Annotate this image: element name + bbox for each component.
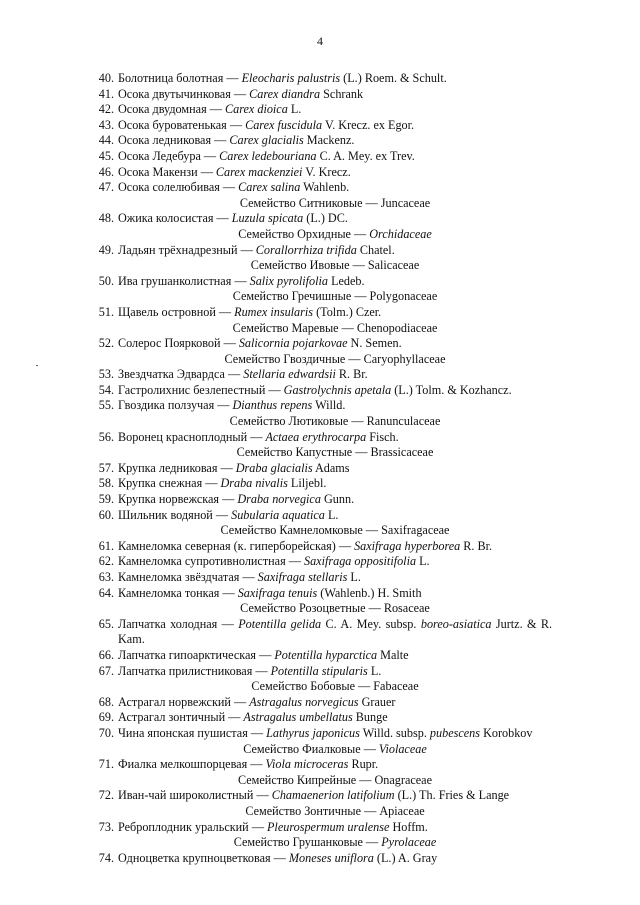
russian-name: Крупка снежная xyxy=(118,476,203,491)
entry-text: Реброплодник уральский — Pleurospermum uralense Hoffm. xyxy=(118,819,428,834)
entry-text: Крупка норвежская — Draba norvegica Gunn. xyxy=(118,492,355,507)
entry-number: 65. xyxy=(98,616,114,631)
author-citation: Mackenz. xyxy=(306,133,355,148)
family-latin-name: Violaceae xyxy=(378,741,427,756)
author-citation: Grauer xyxy=(361,694,396,709)
species-entry xyxy=(92,383,552,399)
russian-name: Лапчатка холодная xyxy=(118,616,218,631)
author-citation: Fisch. xyxy=(369,429,399,444)
family-latin-name: Rosaceae xyxy=(383,601,430,616)
entry-number: 66. xyxy=(98,647,114,662)
russian-name: Лапчатка прилистниковая xyxy=(118,663,253,678)
russian-name: Ладьян трёхнадрезный xyxy=(118,242,238,257)
author-citation: Liljebl. xyxy=(290,476,327,491)
latin-name: Saxifraga hyperborea xyxy=(354,538,461,553)
entry-number: 64. xyxy=(98,585,114,600)
author-citation: N. Semen. xyxy=(350,336,402,351)
subspecies-author: Korobkov xyxy=(483,725,533,740)
latin-name: Chamaenerion latifolium xyxy=(271,788,395,803)
family-russian-name: Семейство Маревые xyxy=(232,320,339,335)
russian-name: Фиалка мелкошпорцевая xyxy=(118,757,248,772)
latin-name: Eleocharis palustris xyxy=(241,71,341,85)
author-citation: L. xyxy=(327,507,339,522)
entry-number: 58. xyxy=(98,476,114,491)
russian-name: Осока ледниковая xyxy=(118,133,212,148)
entry-text: Крупка ледниковая — Draba glacialis Adams xyxy=(118,460,350,475)
latin-name: Draba nivalis xyxy=(220,476,288,491)
russian-name: Воронец красноплодный xyxy=(118,429,248,444)
russian-name: Осока Макензи xyxy=(118,164,198,179)
russian-name: Крупка ледниковая xyxy=(118,460,218,475)
family-heading: Семейство Кипрейные — Onagraceae xyxy=(238,772,432,787)
russian-name: Чина японская пушистая xyxy=(118,725,248,740)
family-russian-name: Семейство Кипрейные xyxy=(238,772,357,787)
latin-name: Draba glacialis xyxy=(235,460,313,475)
entry-number: 41. xyxy=(98,86,114,101)
family-russian-name: Семейство Гвоздичные xyxy=(224,351,346,366)
entry-number: 49. xyxy=(98,242,114,257)
species-entry xyxy=(92,305,552,321)
entry-text: Лапчатка гипоарктическая — Potentilla hyparctica Malte xyxy=(118,647,409,662)
author-citation: Rupr. xyxy=(351,757,379,772)
species-entry xyxy=(92,430,552,446)
latin-name: Saxifraga tenuis xyxy=(237,585,318,600)
family-latin-name: Apiaceae xyxy=(379,803,425,818)
entry-text: Крупка снежная — Draba nivalis Liljebl. xyxy=(118,476,327,491)
species-entry xyxy=(92,508,552,524)
latin-name: Pleurospermum uralense xyxy=(266,819,390,834)
entry-text: Болотница болотная — Eleocharis palustris (L.) Roem. & Schult. xyxy=(118,71,447,85)
author-citation: (L.) Roem. & Schult. xyxy=(343,71,447,85)
family-heading: Семейство Бобовые — Fabaceae xyxy=(251,679,419,694)
entry-text: Иван-чай широколистный — Chamaenerion latifolium (L.) Th. Fries & Lange xyxy=(118,788,510,803)
entry-number: 53. xyxy=(98,367,114,382)
latin-name: Lathyrus japonicus xyxy=(266,725,360,740)
species-entry xyxy=(92,87,552,103)
russian-name: Одноцветка крупноцветковая xyxy=(118,850,271,865)
latin-name: Saxifraga oppositifolia xyxy=(303,554,417,569)
entry-number: 56. xyxy=(98,429,114,444)
entry-text: Астрагал норвежский — Astragalus norvegicus Grauer xyxy=(118,694,396,709)
species-entry xyxy=(92,336,552,352)
entry-text: Ладьян трёхнадрезный — Corallorrhiza trifida Chatel. xyxy=(118,242,395,257)
author-citation: (Wahlenb.) H. Smith xyxy=(320,585,422,600)
entry-text: Ожика колосистая — Luzula spicata (L.) DC. xyxy=(118,211,348,226)
author-citation: L. xyxy=(350,570,361,584)
family-latin-name: Pyrolaceae xyxy=(381,835,437,850)
species-entry xyxy=(92,165,552,181)
russian-name: Камнеломка звёздчатая xyxy=(118,570,240,584)
family-heading: Семейство Зонтичные — Apiaceae xyxy=(245,803,425,818)
species-entry xyxy=(92,851,552,867)
author-citation: (L.) Tolm. & Kozhancz. xyxy=(394,382,512,397)
species-entry xyxy=(92,476,552,492)
latin-name: Rumex insularis xyxy=(234,304,314,319)
entry-text: Камнеломка северная (к. гиперборейская) — Saxifraga hyperborea R. Br. xyxy=(118,538,493,553)
author-citation: R. Br. xyxy=(338,367,368,382)
family-heading: Семейство Ситниковые — Juncaceae xyxy=(239,195,431,210)
author-citation: L. xyxy=(290,102,302,117)
entry-text: Лапчатка холодная — Potentilla gelida C. A. Mey. subsp. boreo-asiatica Jurtz. & R. Kam. xyxy=(118,616,553,647)
entry-number: 45. xyxy=(98,148,114,163)
entry-text: Воронец красноплодный — Actaea erythrocarpa Fisch. xyxy=(118,429,399,444)
entry-text: Чина японская пушистая — Lathyrus japonicus Willd. subsp. pubescens Korobkov xyxy=(118,725,533,740)
entry-text: Гвоздика ползучая — Dianthus repens Willd. xyxy=(118,398,346,413)
russian-name: Иван-чай широколистный xyxy=(118,788,254,803)
entry-number: 67. xyxy=(98,663,114,678)
species-entry xyxy=(92,102,552,118)
entry-number: 62. xyxy=(98,554,114,569)
author-citation: V. Krecz. xyxy=(305,164,351,179)
entry-text: Осока Макензи — Carex mackenziei V. Krecz. xyxy=(118,164,351,179)
family-latin-name: Polygonaceae xyxy=(369,289,438,304)
species-entry xyxy=(92,664,552,680)
latin-name: Carex glacialis xyxy=(229,133,304,148)
entry-number: 61. xyxy=(98,538,114,553)
species-list xyxy=(92,71,552,866)
family-heading: Семейство Маревые — Chenopodiaceae xyxy=(232,320,438,335)
family-russian-name: Семейство Фиалковые xyxy=(243,741,361,756)
latin-name: Potentilla hyparctica xyxy=(274,647,378,662)
author-citation: Wahlenb. xyxy=(303,180,350,195)
latin-name: Moneses uniflora xyxy=(288,850,374,865)
entry-number: 46. xyxy=(98,164,114,179)
russian-name: Звездчатка Эдвардса xyxy=(118,367,225,382)
latin-name: Carex ledebouriana xyxy=(219,148,317,163)
entry-number: 57. xyxy=(98,460,114,475)
species-entry xyxy=(92,539,552,555)
entry-number: 60. xyxy=(98,507,114,522)
species-entry xyxy=(92,492,552,508)
latin-name: Dianthus repens xyxy=(232,398,313,413)
entry-number: 70. xyxy=(98,725,114,740)
latin-name: Actaea erythrocarpa xyxy=(265,429,367,444)
species-entry xyxy=(92,461,552,477)
author-citation: R. Br. xyxy=(463,538,493,553)
author-citation: Schrank xyxy=(323,86,364,101)
entry-number: 43. xyxy=(98,117,114,132)
entry-text: Щавель островной — Rumex insularis (Tolm.) Czer. xyxy=(118,304,382,319)
author-citation: Ledeb. xyxy=(331,273,365,288)
latin-name: Corallorrhiza trifida xyxy=(255,242,357,257)
russian-name: Осока Ледебура xyxy=(118,148,201,163)
russian-name: Щавель островной xyxy=(118,304,216,319)
entry-text: Осока двудомная — Carex dioica L. xyxy=(118,102,302,117)
author-citation: Chatel. xyxy=(359,242,395,257)
subspecies-name: boreo-asiatica xyxy=(420,616,492,631)
latin-name: Stellaria edwardsii xyxy=(243,367,336,382)
entry-number: 55. xyxy=(98,398,114,413)
family-heading: Семейство Камнеломковые — Saxifragaceae xyxy=(220,523,450,538)
entry-number: 44. xyxy=(98,133,114,148)
latin-name: Potentilla stipularis xyxy=(270,663,368,678)
entry-text: Одноцветка крупноцветковая — Moneses uniflora (L.) A. Gray xyxy=(118,850,438,865)
species-entry xyxy=(92,570,552,586)
family-latin-name: Caryophyllaceae xyxy=(363,351,446,366)
entry-text: Шильник водяной — Subularia aquatica L. xyxy=(118,507,339,522)
species-entry xyxy=(92,367,552,383)
russian-name: Камнеломка супротивнолистная xyxy=(118,554,286,569)
species-entry xyxy=(92,71,552,87)
family-latin-name: Saxifragaceae xyxy=(381,523,450,538)
russian-name: Осока солелюбивая xyxy=(118,180,220,195)
entry-number: 40. xyxy=(98,71,114,85)
species-entry xyxy=(92,695,552,711)
author-citation: L. xyxy=(419,554,430,569)
entry-number: 48. xyxy=(98,211,114,226)
russian-name: Осока буроватенькая xyxy=(118,117,227,132)
subspecies-name: pubescens xyxy=(429,725,481,740)
entry-number: 72. xyxy=(98,788,114,803)
latin-name: Subularia aquatica xyxy=(231,507,325,522)
entry-text: Звездчатка Эдвардса — Stellaria edwardsii R. Br. xyxy=(118,367,368,382)
author-citation: Hoffm. xyxy=(392,819,428,834)
entry-text: Камнеломка супротивнолистная — Saxifraga oppositifolia L. xyxy=(118,554,430,569)
entry-text: Лапчатка прилистниковая — Potentilla stipularis L. xyxy=(118,663,382,678)
family-latin-name: Brassicaceae xyxy=(370,445,434,460)
russian-name: Осока двудомная xyxy=(118,102,207,117)
family-heading: Семейство Гречишные — Polygonaceae xyxy=(232,289,438,304)
entry-text: Гастролихнис безлепестный — Gastrolychnis apetala (L.) Tolm. & Kozhancz. xyxy=(118,382,512,397)
entry-number: 51. xyxy=(98,304,114,319)
russian-name: Болотница болотная xyxy=(118,71,224,85)
russian-name: Ива грушанколистная xyxy=(118,273,232,288)
family-russian-name: Семейство Бобовые xyxy=(251,679,355,694)
species-entry xyxy=(92,118,552,134)
family-russian-name: Семейство Гречишные xyxy=(232,289,352,304)
latin-name: Saxifraga stellaris xyxy=(257,570,348,584)
family-heading: Семейство Лютиковые — Ranunculaceae xyxy=(229,414,441,429)
family-russian-name: Семейство Зонтичные xyxy=(245,803,362,818)
species-entry xyxy=(92,274,552,290)
family-heading: Семейство Розоцветные — Rosaceae xyxy=(240,601,430,616)
author-citation: Malte xyxy=(380,647,409,662)
entry-number: 52. xyxy=(98,336,114,351)
author-citation: Willd. xyxy=(315,398,346,413)
entry-text: Камнеломка звёздчатая — Saxifraga stellaris L. xyxy=(118,570,361,584)
latin-name: Salix pyrolifolia xyxy=(249,273,329,288)
family-heading: Семейство Грушанковые — Pyrolaceae xyxy=(233,835,437,850)
latin-name: Potentilla gelida xyxy=(238,616,322,631)
species-entry xyxy=(92,726,552,742)
russian-name: Солерос Поярковой xyxy=(118,336,221,351)
family-russian-name: Семейство Розоцветные xyxy=(240,601,366,616)
species-entry xyxy=(92,211,552,227)
latin-name: Carex salina xyxy=(238,180,301,195)
species-entry xyxy=(92,788,552,804)
latin-name: Astragalus norvegicus xyxy=(249,694,359,709)
entry-number: 59. xyxy=(98,492,114,507)
entry-text: Ива грушанколистная — Salix pyrolifolia Ledeb. xyxy=(118,273,365,288)
entry-number: 73. xyxy=(98,819,114,834)
author-citation: (L.) Th. Fries & Lange xyxy=(397,788,510,803)
entry-text: Фиалка мелкошпорцевая — Viola microceras Rupr. xyxy=(118,757,379,772)
russian-name: Гастролихнис безлепестный xyxy=(118,382,266,397)
entry-number: 63. xyxy=(98,570,114,584)
author-citation: Gunn. xyxy=(323,492,355,507)
latin-name: Viola microceras xyxy=(265,757,349,772)
family-russian-name: Семейство Лютиковые xyxy=(229,414,349,429)
russian-name: Крупка норвежская xyxy=(118,492,220,507)
family-latin-name: Fabaceae xyxy=(373,679,419,694)
family-latin-name: Orchidaceae xyxy=(369,226,432,241)
author-citation: (Tolm.) Czer. xyxy=(316,304,382,319)
family-heading: Семейство Орхидные — Orchidaceae xyxy=(238,226,432,241)
family-russian-name: Семейство Ивовые xyxy=(250,258,350,273)
entry-number: 71. xyxy=(98,757,114,772)
latin-name: Carex dioica xyxy=(224,102,288,117)
author-citation: C. A. Mey. ex Trev. xyxy=(319,148,415,163)
entry-number: 68. xyxy=(98,694,114,709)
latin-name: Carex diandra xyxy=(249,86,321,101)
species-entry xyxy=(92,710,552,726)
family-latin-name: Chenopodiaceae xyxy=(356,320,438,335)
entry-text: Астрагал зонтичный — Astragalus umbellatus Bunge xyxy=(118,710,388,725)
species-entry xyxy=(92,586,552,602)
entry-text: Осока двутычинковая — Carex diandra Schrank xyxy=(118,86,364,101)
scan-speck xyxy=(36,365,38,366)
russian-name: Камнеломка северная (к. гиперборейская) xyxy=(118,538,336,553)
latin-name: Salicornia pojarkovae xyxy=(238,336,348,351)
russian-name: Астрагал зонтичный xyxy=(118,710,226,725)
russian-name: Камнеломка тонкая xyxy=(118,585,220,600)
family-heading: Семейство Фиалковые — Violaceae xyxy=(243,741,427,756)
family-latin-name: Ranunculaceae xyxy=(366,414,441,429)
author-citation: (L.) A. Gray xyxy=(376,850,438,865)
entry-text: Осока Ледебура — Carex ledebouriana C. A. Mey. ex Trev. xyxy=(118,148,415,163)
latin-name: Carex mackenziei xyxy=(215,164,303,179)
species-entry xyxy=(92,554,552,570)
author-citation: C. A. Mey. subsp. xyxy=(325,616,417,631)
author-citation: Willd. subsp. xyxy=(362,725,427,740)
family-heading: Семейство Капустные — Brassicaceae xyxy=(236,445,434,460)
latin-name: Luzula spicata xyxy=(231,211,304,226)
entry-text: Осока ледниковая — Carex glacialis Mackenz. xyxy=(118,133,355,148)
page-number: 4 xyxy=(317,34,323,48)
author-citation: L. xyxy=(370,663,382,678)
author-citation: V. Krecz. ex Egor. xyxy=(324,117,415,132)
species-entry xyxy=(92,398,552,414)
species-entry xyxy=(92,180,552,196)
russian-name: Шильник водяной xyxy=(118,507,213,522)
species-entry xyxy=(92,820,552,836)
entry-text: Осока буроватенькая — Carex fuscidula V. Krecz. ex Egor. xyxy=(118,117,415,132)
russian-name: Лапчатка гипоарктическая xyxy=(118,647,257,662)
family-russian-name: Семейство Ситниковые xyxy=(239,195,363,210)
latin-name: Draba norvegica xyxy=(237,492,321,507)
family-heading: Семейство Гвоздичные — Caryophyllaceae xyxy=(224,351,446,366)
entry-number: 54. xyxy=(98,382,114,397)
family-russian-name: Семейство Камнеломковые xyxy=(220,523,363,538)
species-entry xyxy=(92,648,552,664)
entry-text: Камнеломка тонкая — Saxifraga tenuis (Wahlenb.) H. Smith xyxy=(118,585,422,600)
subspecies-author: Jurtz. & R. Kam. xyxy=(118,616,553,647)
author-citation: (L.) DC. xyxy=(306,211,348,226)
russian-name: Ожика колосистая xyxy=(118,211,214,226)
entry-number: 47. xyxy=(98,180,114,195)
entry-number: 50. xyxy=(98,273,114,288)
family-russian-name: Семейство Орхидные xyxy=(238,226,351,241)
family-russian-name: Семейство Капустные xyxy=(236,445,353,460)
latin-name: Carex fuscidula xyxy=(245,117,323,132)
family-russian-name: Семейство Грушанковые xyxy=(233,835,363,850)
author-citation: Bunge xyxy=(355,710,388,725)
entry-text: Солерос Поярковой — Salicornia pojarkovae N. Semen. xyxy=(118,336,402,351)
author-citation: Adams xyxy=(314,460,350,475)
latin-name: Gastrolychnis apetala xyxy=(283,382,392,397)
family-heading: Семейство Ивовые — Salicaceae xyxy=(250,258,420,273)
family-latin-name: Onagraceae xyxy=(374,772,432,787)
entry-number: 42. xyxy=(98,102,114,117)
russian-name: Гвоздика ползучая xyxy=(118,398,215,413)
entry-number: 74. xyxy=(98,850,114,865)
entry-number: 69. xyxy=(98,710,114,725)
russian-name: Реброплодник уральский xyxy=(118,819,249,834)
russian-name: Астрагал норвежский xyxy=(118,694,231,709)
family-latin-name: Salicaceae xyxy=(367,258,420,273)
species-entry xyxy=(92,757,552,773)
family-latin-name: Juncaceae xyxy=(380,195,431,210)
species-entry xyxy=(92,243,552,259)
russian-name: Осока двутычинковая xyxy=(118,86,231,101)
entry-text: Осока солелюбивая — Carex salina Wahlenb. xyxy=(118,180,350,195)
latin-name: Astragalus umbellatus xyxy=(243,710,353,725)
species-entry xyxy=(92,617,552,648)
species-entry xyxy=(92,133,552,149)
species-entry xyxy=(92,149,552,165)
